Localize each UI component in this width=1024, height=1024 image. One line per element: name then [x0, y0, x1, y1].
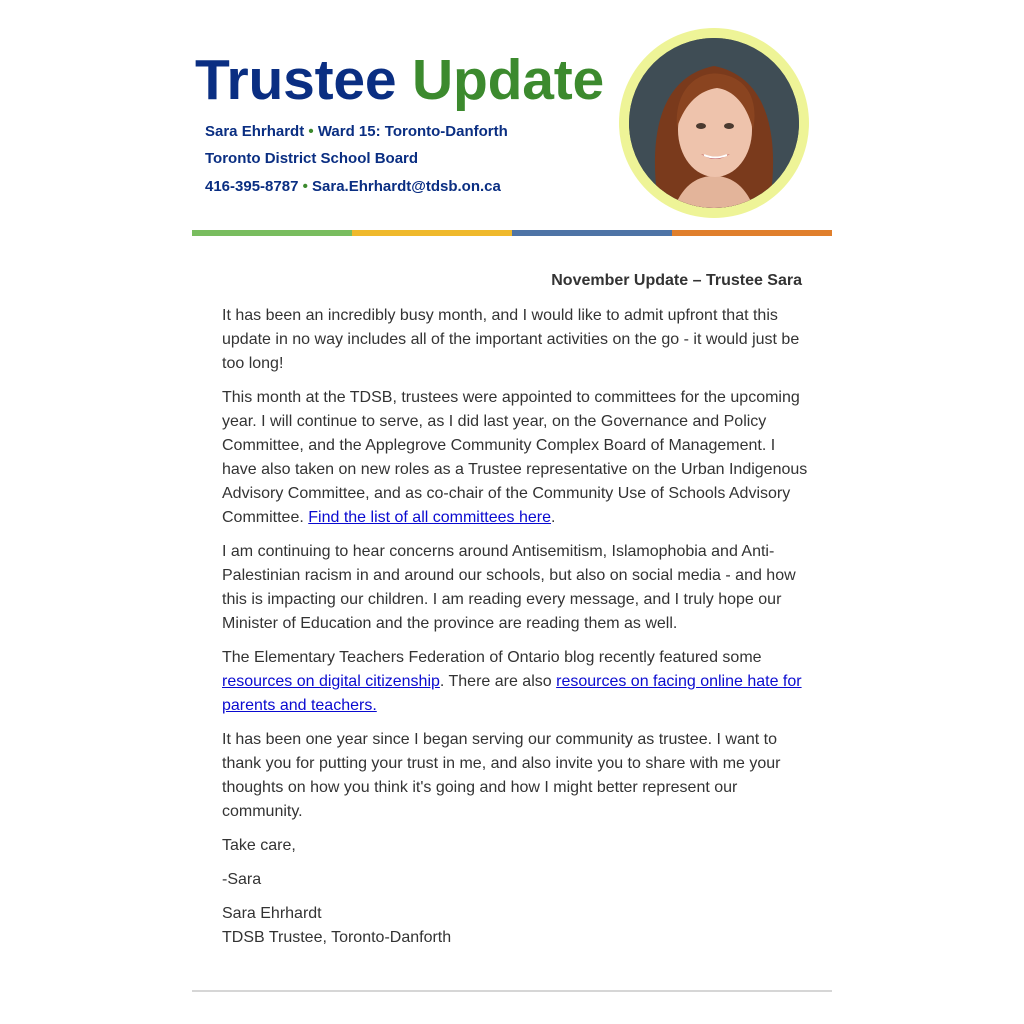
footer-divider: [192, 990, 832, 992]
signature-block: [222, 902, 812, 950]
email-address: Sara.Ehrhardt@tdsb.on.ca: [312, 178, 501, 195]
article-body: [222, 304, 812, 960]
paragraph-intro: It has been an incredibly busy month, and I would like to admit upfront that this update in no way includes all of the important activities on the go - it would just be too long!: [222, 307, 800, 372]
committees-period: .: [551, 509, 556, 526]
signature-name: Sara Ehrhardt: [222, 905, 322, 922]
separator-dot: •: [302, 178, 308, 195]
trustee-name: Sara Ehrhardt: [205, 123, 305, 140]
contact-line: [205, 178, 501, 196]
online-hate-resources-link[interactable]: resources on facing online hate for parents and teachers.: [222, 673, 802, 714]
digital-citizenship-link[interactable]: resources on digital citizenship: [222, 673, 440, 690]
resources-text-mid: . There are also: [439, 673, 557, 690]
resources-text-start: The Elementary Teachers Federation of Ontario blog recently featured some: [222, 649, 762, 666]
trustee-ward: Ward 15: Toronto-Danforth: [317, 123, 508, 140]
paragraph-resources: [222, 646, 812, 718]
bar-segment-blue: [512, 230, 672, 236]
update-heading: November Update – Trustee Sara: [551, 272, 802, 289]
paragraph-anniversary: It has been one year since I began serving our community as trustee. I want to thank you for putting your trust in me, and also invite you to share with me your thoughts on how you think it's going and how I might better represent our community.: [222, 731, 781, 820]
paragraph-committees: [222, 386, 812, 530]
trustee-photo-frame: [619, 28, 809, 218]
newsletter-title: [195, 46, 604, 114]
trustee-name-ward: [205, 123, 508, 141]
committees-text: This month at the TDSB, trustees were appointed to committees for the upcoming year. I will continue to serve, as I did last year, on the Governance and Policy Committee, and the Applegrove Community Complex Board of Management. I have also taken on new roles as a Trustee representative on the Urban Indigenous Advisory Committee, and as co-chair of the Community Use of Schools Advisory Committee.: [222, 389, 808, 526]
bar-segment-green: [192, 230, 352, 236]
title-trustee: Trustee: [195, 48, 397, 112]
signature-title: TDSB Trustee, Toronto-Danforth: [222, 929, 452, 946]
bar-segment-yellow: [352, 230, 512, 236]
closing-line: Take care,: [222, 837, 296, 854]
title-update: Update: [412, 48, 604, 112]
sign-off: -Sara: [222, 871, 262, 888]
paragraph-concerns: I am continuing to hear concerns around Antisemitism, Islamophobia and Anti-Palestinian racism in and around our schools, but also on social media - and how this is impacting our children. I am reading every message, and I truly hope our Minister of Education and the province are reading them as well.: [222, 543, 796, 632]
phone-number: 416-395-8787: [205, 178, 299, 195]
school-board: Toronto District School Board: [205, 150, 419, 167]
trustee-photo: [629, 38, 799, 208]
committees-list-link[interactable]: Find the list of all committees here: [308, 509, 552, 526]
header-color-bar: [192, 230, 832, 236]
bar-segment-orange: [672, 230, 832, 236]
separator-dot: •: [308, 123, 314, 140]
